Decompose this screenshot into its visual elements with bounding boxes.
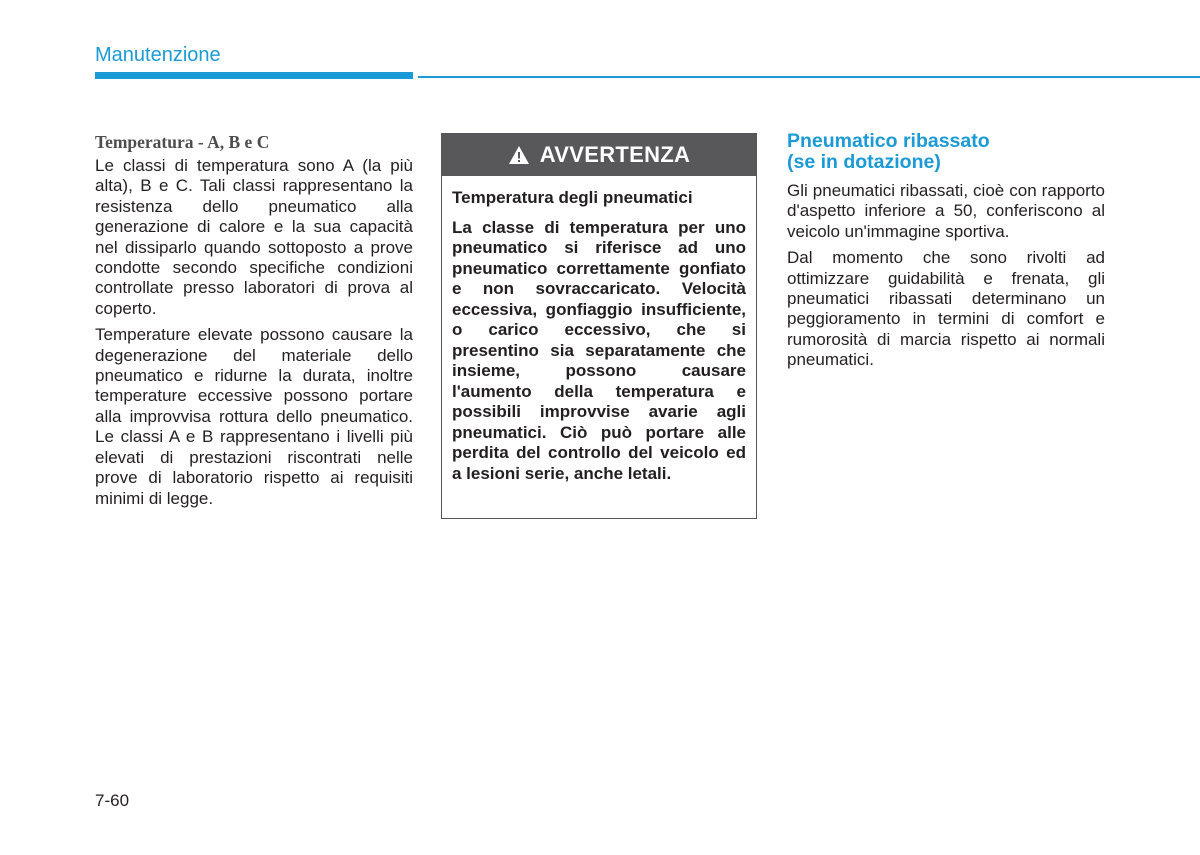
low-profile-heading-line2: (se in dotazione) (787, 151, 941, 173)
warning-body (442, 176, 756, 484)
column-low-profile-tires (787, 131, 1105, 377)
warning-box (441, 133, 757, 519)
low-profile-heading (787, 131, 1105, 173)
warning-title: AVVERTENZA (539, 142, 691, 167)
header-rule-thick (95, 72, 413, 79)
low-profile-paragraph-2: Dal momento che sono rivolti ad ottimizzare guidabilità e frenata, gli pneumatici ribassati determinano un peggioramento in termini di comfort e rumorosità di marcia rispetto ai normali pneumatici. (787, 248, 1105, 370)
column-temperature-classes (95, 132, 413, 515)
warning-text: La classe di temperatura per uno pneumatico si riferisce ad uno pneumatico correttamente gonfiato e non sovraccaricato. Velocità eccessiva, gonfiaggio insufficiente, o carico eccessivo, che si presentino sia separatamente che insieme, possono causare l'aumento della temperatura e possibili improvvise avarie agli pneumatici. Ciò può portare alle perdita del controllo del veicolo ed a lesioni serie, anche letali. (452, 217, 746, 483)
low-profile-heading-line1: Pneumatico ribassato (787, 130, 990, 152)
temperature-heading: Temperatura - A, B e C (95, 132, 270, 152)
warning-triangle-icon (508, 145, 530, 165)
warning-subtitle: Temperatura degli pneumatici (452, 188, 693, 207)
temperature-paragraph-2: Temperature elevate possono causare la degenerazione del materiale dello pneumatico e ridurne la durata, inoltre temperature eccessive possono portare alla improvvisa rottura dello pneumatico. Le classi A e B rappresentano i livelli più elevati di prestazioni riscontrati nelle prove di laboratorio rispetto ai requisiti minimi di legge. (95, 325, 413, 508)
section-title: Manutenzione (95, 44, 221, 66)
low-profile-paragraph-1: Gli pneumatici ribassati, cioè con rapporto d'aspetto inferiore a 50, conferiscono al veicolo un'immagine sportiva. (787, 181, 1105, 241)
temperature-paragraph-1: Le classi di temperatura sono A (la più alta), B e C. Tali classi rappresentano la resistenza dello pneumatico alla generazione di calore e la sua capacità nel dissiparlo quando sottoposto a prove condotte secondo specifiche condizioni controllate presso laboratori di prova al coperto. (95, 156, 413, 318)
page-number: 7-60 (95, 791, 130, 810)
warning-header (442, 134, 756, 176)
header-rule-thin (418, 76, 1200, 78)
